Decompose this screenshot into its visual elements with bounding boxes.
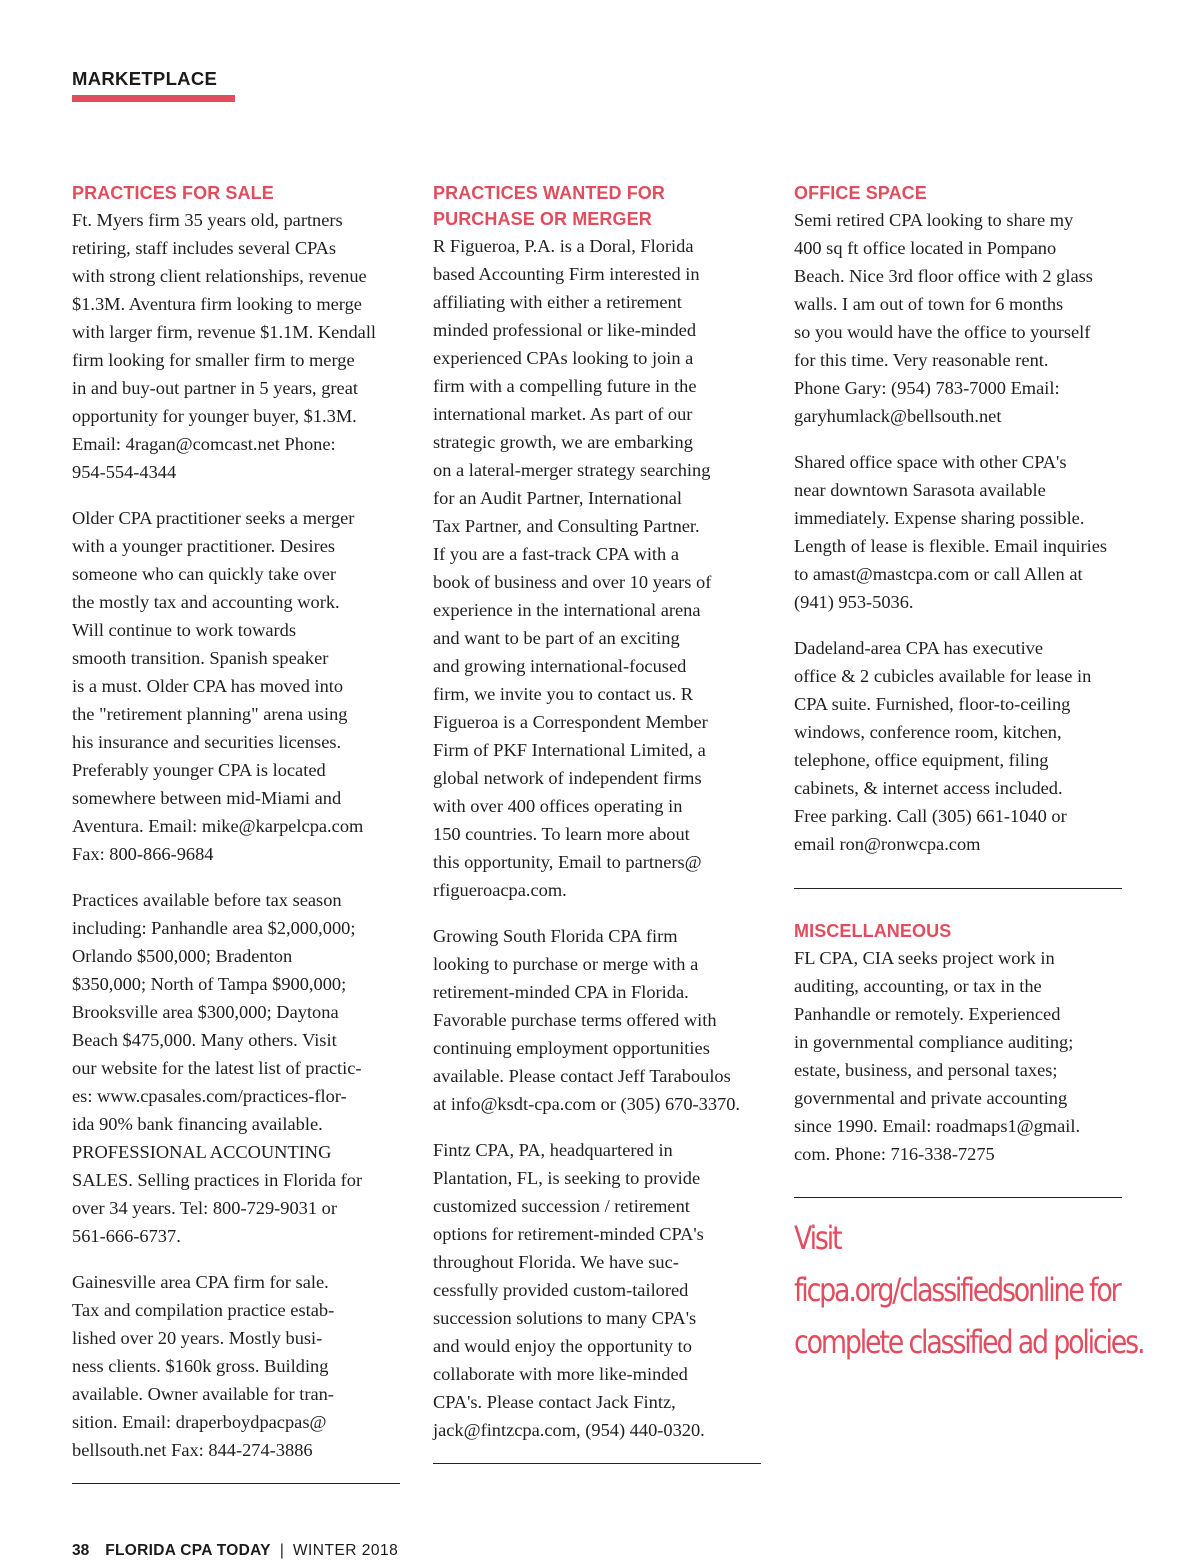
ad-line: international market. As part of our [433, 404, 693, 424]
ad-line: Growing South Florida CPA firm [433, 926, 678, 946]
ad-line: smooth transition. Spanish speaker [72, 648, 329, 668]
ad-line: Will continue to work towards [72, 620, 296, 640]
ad-older-cpa-practitioner [72, 504, 422, 868]
ad-line: collaborate with more like-minded [433, 1364, 688, 1384]
visit-line: complete classified ad policies. [794, 1323, 1144, 1361]
ad-line: based Accounting Firm interested in [433, 264, 700, 284]
ad-line: Length of lease is flexible. Email inquiries [794, 536, 1108, 556]
heading-practices-for-sale [72, 180, 422, 206]
ad-line: firm, we invite you to contact us. R [433, 684, 693, 704]
ad-line: Fintz CPA, PA, headquartered in [433, 1140, 673, 1160]
ad-line: affiliating with either a retirement [433, 292, 682, 312]
ad-line: rfigueroacpa.com. [433, 880, 567, 900]
section-accent-bar [72, 95, 235, 102]
heading-line: PRACTICES FOR SALE [72, 183, 274, 203]
column-divider-rule [72, 1483, 400, 1484]
ad-gainesville-firm [72, 1268, 422, 1464]
ad-line: and want to be part of an exciting [433, 628, 680, 648]
section-divider-rule [794, 1197, 1122, 1198]
visit-line: ficpa.org/classifiedsonline for [794, 1271, 1120, 1309]
section-label: MARKETPLACE [72, 68, 218, 89]
visit-line: Visit [794, 1219, 841, 1257]
ad-line: so you would have the office to yourself [794, 322, 1091, 342]
page-number: 38 [72, 1542, 90, 1559]
heading-practices-wanted [433, 180, 783, 232]
ad-line: CPA's. Please contact Jack Fintz, [433, 1392, 676, 1412]
page-footer [72, 1542, 398, 1560]
ad-line: 954-554-4344 [72, 462, 177, 482]
ad-line: R Figueroa, P.A. is a Doral, Florida [433, 236, 694, 256]
ad-line: Semi retired CPA looking to share my [794, 210, 1074, 230]
ad-line: ida 90% bank financing available. [72, 1114, 323, 1134]
ad-line: over 34 years. Tel: 800-729-9031 or [72, 1198, 337, 1218]
ad-line: jack@fintzcpa.com, (954) 440-0320. [433, 1420, 705, 1440]
ad-line: available. Owner available for tran- [72, 1384, 334, 1404]
ad-line: retirement-minded CPA in Florida. [433, 982, 689, 1002]
ad-line: $1.3M. Aventura firm looking to merge [72, 294, 362, 314]
magazine-name: FLORIDA CPA TODAY [105, 1542, 271, 1559]
ad-line: PROFESSIONAL ACCOUNTING [72, 1142, 332, 1162]
ad-line: this opportunity, Email to partners@ [433, 852, 702, 872]
ad-line: his insurance and securities licenses. [72, 732, 342, 752]
ad-line: If you are a fast-track CPA with a [433, 544, 679, 564]
heading-line: MISCELLANEOUS [794, 921, 952, 941]
ad-line: succession solutions to many CPA's [433, 1308, 697, 1328]
ad-line: 400 sq ft office located in Pompano [794, 238, 1057, 258]
ad-line: firm looking for smaller firm to merge [72, 350, 355, 370]
ad-line: 561-666-6737. [72, 1226, 181, 1246]
ad-line: Favorable purchase terms offered with [433, 1010, 717, 1030]
ad-line: ness clients. $160k gross. Building [72, 1356, 329, 1376]
ad-line: lished over 20 years. Mostly busi- [72, 1328, 323, 1348]
ad-line: Ft. Myers firm 35 years old, partners [72, 210, 343, 230]
ad-growing-south-florida [433, 922, 783, 1118]
ad-line: in and buy-out partner in 5 years, great [72, 378, 358, 398]
ad-semi-retired-cpa [794, 206, 1144, 430]
ad-line: governmental and private accounting [794, 1088, 1068, 1108]
ad-line: Aventura. Email: mike@karpelcpa.com [72, 816, 364, 836]
ad-line: Phone Gary: (954) 783-7000 Email: [794, 378, 1060, 398]
ad-line: since 1990. Email: roadmaps1@gmail. [794, 1116, 1081, 1136]
ad-line: windows, conference room, kitchen, [794, 722, 1062, 742]
ad-line: someone who can quickly take over [72, 564, 337, 584]
column-3 [794, 180, 1144, 1368]
ad-line: on a lateral-merger strategy searching [433, 460, 711, 480]
ad-line: cessfully provided custom-tailored [433, 1280, 689, 1300]
ad-line: firm with a compelling future in the [433, 376, 697, 396]
ad-line: for an Audit Partner, International [433, 488, 682, 508]
ad-line: strategic growth, we are embarking [433, 432, 693, 452]
ad-line: 150 countries. To learn more about [433, 824, 690, 844]
section-divider-rule [794, 888, 1122, 889]
ad-line: options for retirement-minded CPA's [433, 1224, 704, 1244]
ad-line: Plantation, FL, is seeking to provide [433, 1168, 701, 1188]
ad-line: with strong client relationships, revenue [72, 266, 367, 286]
ad-line: the mostly tax and accounting work. [72, 592, 340, 612]
issue-date: WINTER 2018 [292, 1542, 399, 1559]
ad-line: Brooksville area $300,000; Daytona [72, 1002, 339, 1022]
ad-line: cabinets, & internet access included. [794, 778, 1063, 798]
ad-line: to amast@mastcpa.com or call Allen at [794, 564, 1083, 584]
ad-line: Gainesville area CPA firm for sale. [72, 1272, 329, 1292]
heading-line: PURCHASE OR MERGER [433, 209, 652, 229]
ad-line: (941) 953-5036. [794, 592, 914, 612]
ad-r-figueroa [433, 232, 783, 904]
ad-line: Figueroa is a Correspondent Member [433, 712, 708, 732]
ad-line: and growing international-focused [433, 656, 687, 676]
column-1 [72, 180, 422, 1484]
ad-shared-office-sarasota [794, 448, 1144, 616]
ad-line: immediately. Expense sharing possible. [794, 508, 1085, 528]
ad-practices-available [72, 886, 422, 1250]
ad-line: Fax: 800-866-9684 [72, 844, 214, 864]
ad-fintz-cpa [433, 1136, 783, 1444]
ad-line: com. Phone: 716-338-7275 [794, 1144, 995, 1164]
ad-line: walls. I am out of town for 6 months [794, 294, 1064, 314]
ad-line: estate, business, and personal taxes; [794, 1060, 1058, 1080]
ad-line: auditing, accounting, or tax in the [794, 976, 1042, 996]
heading-office-space [794, 180, 1144, 206]
ad-line: looking to purchase or merge with a [433, 954, 699, 974]
ad-line: telephone, office equipment, filing [794, 750, 1049, 770]
ad-line: with larger firm, revenue $1.1M. Kendall [72, 322, 377, 342]
ad-line: Free parking. Call (305) 661-1040 or [794, 806, 1067, 826]
ad-line: and would enjoy the opportunity to [433, 1336, 692, 1356]
ad-line: garyhumlack@bellsouth.net [794, 406, 1002, 426]
column-2 [433, 180, 783, 1464]
ad-line: Dadeland-area CPA has executive [794, 638, 1044, 658]
ad-line: global network of independent firms [433, 768, 702, 788]
ad-line: Older CPA practitioner seeks a merger [72, 508, 355, 528]
heading-miscellaneous [794, 918, 1144, 944]
ad-line: including: Panhandle area $2,000,000; [72, 918, 356, 938]
ad-line: Tax and compilation practice estab- [72, 1300, 335, 1320]
ad-line: at info@ksdt-cpa.com or (305) 670-3370. [433, 1094, 741, 1114]
ad-line: experienced CPAs looking to join a [433, 348, 694, 368]
ad-line: Preferably younger CPA is located [72, 760, 326, 780]
ad-line: Panhandle or remotely. Experienced [794, 1004, 1061, 1024]
ad-line: email ron@ronwcpa.com [794, 834, 981, 854]
ad-line: for this time. Very reasonable rent. [794, 350, 1049, 370]
ad-line: bellsouth.net Fax: 844-274-3886 [72, 1440, 313, 1460]
ad-line: near downtown Sarasota available [794, 480, 1046, 500]
ad-line: sition. Email: draperboydpacpas@ [72, 1412, 327, 1432]
visit-website-callout [794, 1212, 1144, 1368]
ad-line: Beach $475,000. Many others. Visit [72, 1030, 337, 1050]
ad-line: continuing employment opportunities [433, 1038, 710, 1058]
ad-line: the "retirement planning" arena using [72, 704, 348, 724]
ad-line: available. Please contact Jeff Taraboulos [433, 1066, 731, 1086]
ad-line: book of business and over 10 years of [433, 572, 712, 592]
ad-line: in governmental compliance auditing; [794, 1032, 1074, 1052]
ad-line: customized succession / retirement [433, 1196, 690, 1216]
ad-line: experience in the international arena [433, 600, 701, 620]
ad-line: es: www.cpasales.com/practices-flor- [72, 1086, 347, 1106]
ad-fl-cpa-cia [794, 944, 1144, 1168]
ad-line: CPA suite. Furnished, floor-to-ceiling [794, 694, 1071, 714]
ad-dadeland-office [794, 634, 1144, 858]
ad-line: our website for the latest list of practic- [72, 1058, 362, 1078]
ad-line: FL CPA, CIA seeks project work in [794, 948, 1055, 968]
ad-line: Firm of PKF International Limited, a [433, 740, 706, 760]
ad-line: Practices available before tax season [72, 890, 342, 910]
ad-line: opportunity for younger buyer, $1.3M. [72, 406, 357, 426]
ad-line: Orlando $500,000; Bradenton [72, 946, 293, 966]
ad-line: retiring, staff includes several CPAs [72, 238, 337, 258]
footer-separator: | [279, 1542, 284, 1559]
ad-line: is a must. Older CPA has moved into [72, 676, 344, 696]
ad-line: Beach. Nice 3rd floor office with 2 glass [794, 266, 1093, 286]
ad-line: Email: 4ragan@comcast.net Phone: [72, 434, 336, 454]
ad-line: throughout Florida. We have suc- [433, 1252, 679, 1272]
ad-ft-myers-firm [72, 206, 422, 486]
column-divider-rule [433, 1463, 761, 1464]
ad-line: office & 2 cubicles available for lease in [794, 666, 1092, 686]
ad-line: Shared office space with other CPA's [794, 452, 1067, 472]
ad-line: with over 400 offices operating in [433, 796, 683, 816]
ad-line: with a younger practitioner. Desires [72, 536, 336, 556]
ad-line: minded professional or like-minded [433, 320, 697, 340]
heading-line: OFFICE SPACE [794, 183, 927, 203]
ad-line: somewhere between mid-Miami and [72, 788, 342, 808]
ad-line: SALES. Selling practices in Florida for [72, 1170, 363, 1190]
ad-line: $350,000; North of Tampa $900,000; [72, 974, 347, 994]
heading-line: PRACTICES WANTED FOR [433, 183, 666, 203]
ad-line: Tax Partner, and Consulting Partner. [433, 516, 700, 536]
